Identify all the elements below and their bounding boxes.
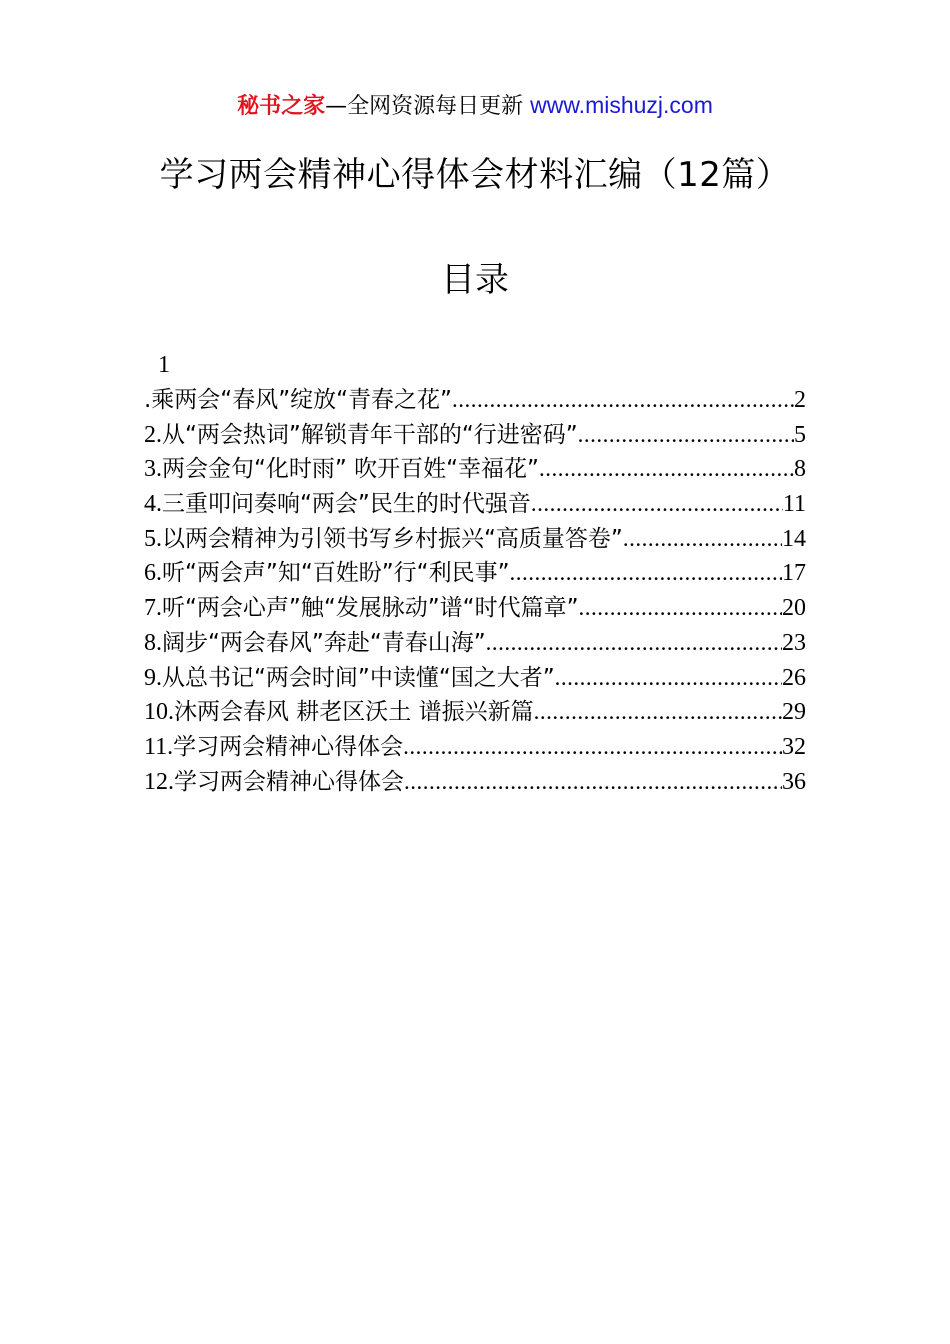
toc-entry[interactable] <box>144 487 806 522</box>
toc-dot-leader <box>486 626 782 661</box>
toc-dot-leader <box>578 418 794 453</box>
toc-dot-leader <box>579 591 783 626</box>
toc-entry[interactable] <box>144 661 806 696</box>
toc-entry-label: 三重叩问奏响“两会”民生的时代强音 <box>162 491 531 518</box>
toc-entry[interactable] <box>144 765 806 800</box>
toc-entry-number: 5. <box>144 525 162 552</box>
toc-entry-number: 10. <box>144 699 174 726</box>
header-slogan: —全网资源每日更新 <box>325 94 531 119</box>
table-of-contents <box>144 383 806 799</box>
site-header <box>0 88 950 124</box>
toc-entry-title <box>144 556 510 591</box>
toc-entry-page: 20 <box>782 595 806 622</box>
toc-entry-page: 26 <box>782 664 806 691</box>
toc-entry-page: 2 <box>794 387 806 413</box>
toc-entry-label: 听“两会声”知“百姓盼”行“利民事” <box>162 560 510 587</box>
toc-stray-number: 1 <box>158 352 170 378</box>
toc-entry-title <box>144 487 531 522</box>
toc-entry[interactable] <box>144 418 806 453</box>
toc-entry-label: 学习两会精神心得体会 <box>173 733 404 760</box>
toc-entry[interactable] <box>144 730 806 765</box>
toc-entry-page: 14 <box>782 525 806 552</box>
toc-entry-page: 11 <box>782 491 806 518</box>
toc-entry-number: 2. <box>144 421 162 448</box>
toc-entry-label: 听“两会心声”触“发展脉动”谱“时代篇章” <box>162 595 579 622</box>
toc-entry[interactable] <box>144 383 806 418</box>
toc-entry-page: 32 <box>782 733 806 760</box>
toc-entry-title <box>144 418 578 453</box>
toc-entry-title <box>144 695 534 730</box>
toc-dot-leader <box>404 765 782 800</box>
toc-entry[interactable] <box>144 626 806 661</box>
toc-entry-title <box>144 452 539 487</box>
toc-heading: 目录 <box>441 260 509 300</box>
toc-entry-page: 23 <box>782 629 806 656</box>
toc-entry-number: 9. <box>144 664 162 691</box>
toc-entry-title <box>144 591 579 626</box>
header-brand: 秘书之家 <box>237 94 326 119</box>
toc-entry-page: 29 <box>782 699 806 726</box>
toc-entry-title <box>144 765 404 800</box>
toc-dot-leader <box>623 522 782 557</box>
toc-entry[interactable] <box>144 695 806 730</box>
toc-entry-page: 8 <box>794 456 806 483</box>
toc-entry-label: 学习两会精神心得体会 <box>174 768 404 795</box>
toc-entry-number: 8. <box>144 629 162 656</box>
toc-entry-title <box>144 661 555 696</box>
toc-entry-label: 从“两会热词”解锁青年干部的“行进密码” <box>162 421 578 448</box>
toc-entry[interactable] <box>144 556 806 591</box>
toc-entry-label: 以两会精神为引领书写乡村振兴“高质量答卷” <box>162 525 623 552</box>
toc-entry-page: 5 <box>794 421 806 448</box>
toc-dot-leader <box>534 695 782 730</box>
toc-entry-number: 7. <box>144 595 162 622</box>
toc-entry-label: 阔步“两会春风”奔赴“青春山海” <box>162 629 486 656</box>
document-title: 学习两会精神心得体会材料汇编（12篇） <box>159 155 791 195</box>
toc-entry-page: 17 <box>782 560 806 587</box>
toc-dot-leader <box>531 487 783 522</box>
toc-entry-title <box>144 626 486 661</box>
toc-entry-page: 36 <box>782 768 806 795</box>
toc-entry-label: 沐两会春风 耕老区沃土 谱振兴新篇 <box>174 699 534 726</box>
toc-entry-label: 两会金句“化时雨” 吹开百姓“幸福花” <box>162 456 539 483</box>
toc-entry[interactable] <box>144 591 806 626</box>
toc-entry-number: 4. <box>144 491 162 518</box>
toc-entry[interactable] <box>144 522 806 557</box>
toc-entry-title <box>144 730 403 765</box>
toc-entry-label: .乘两会“春风”绽放“青春之花” <box>144 387 452 413</box>
toc-dot-leader <box>403 730 782 765</box>
toc-dot-leader <box>555 661 782 696</box>
toc-entry-number: 6. <box>144 560 162 587</box>
toc-entry-number: 11. <box>144 733 174 760</box>
toc-entry-title <box>144 522 623 557</box>
toc-entry-label: 从总书记“两会时间”中读懂“国之大者” <box>162 664 555 691</box>
toc-dot-leader <box>539 452 794 487</box>
toc-entry-number: 3. <box>144 456 162 483</box>
toc-entry-title <box>144 383 452 418</box>
header-url-link[interactable]: www.mishuzj.com <box>530 92 713 118</box>
toc-dot-leader <box>452 383 794 418</box>
toc-dot-leader <box>510 556 783 591</box>
toc-entry-number: 12. <box>144 768 174 795</box>
toc-entry[interactable] <box>144 452 806 487</box>
